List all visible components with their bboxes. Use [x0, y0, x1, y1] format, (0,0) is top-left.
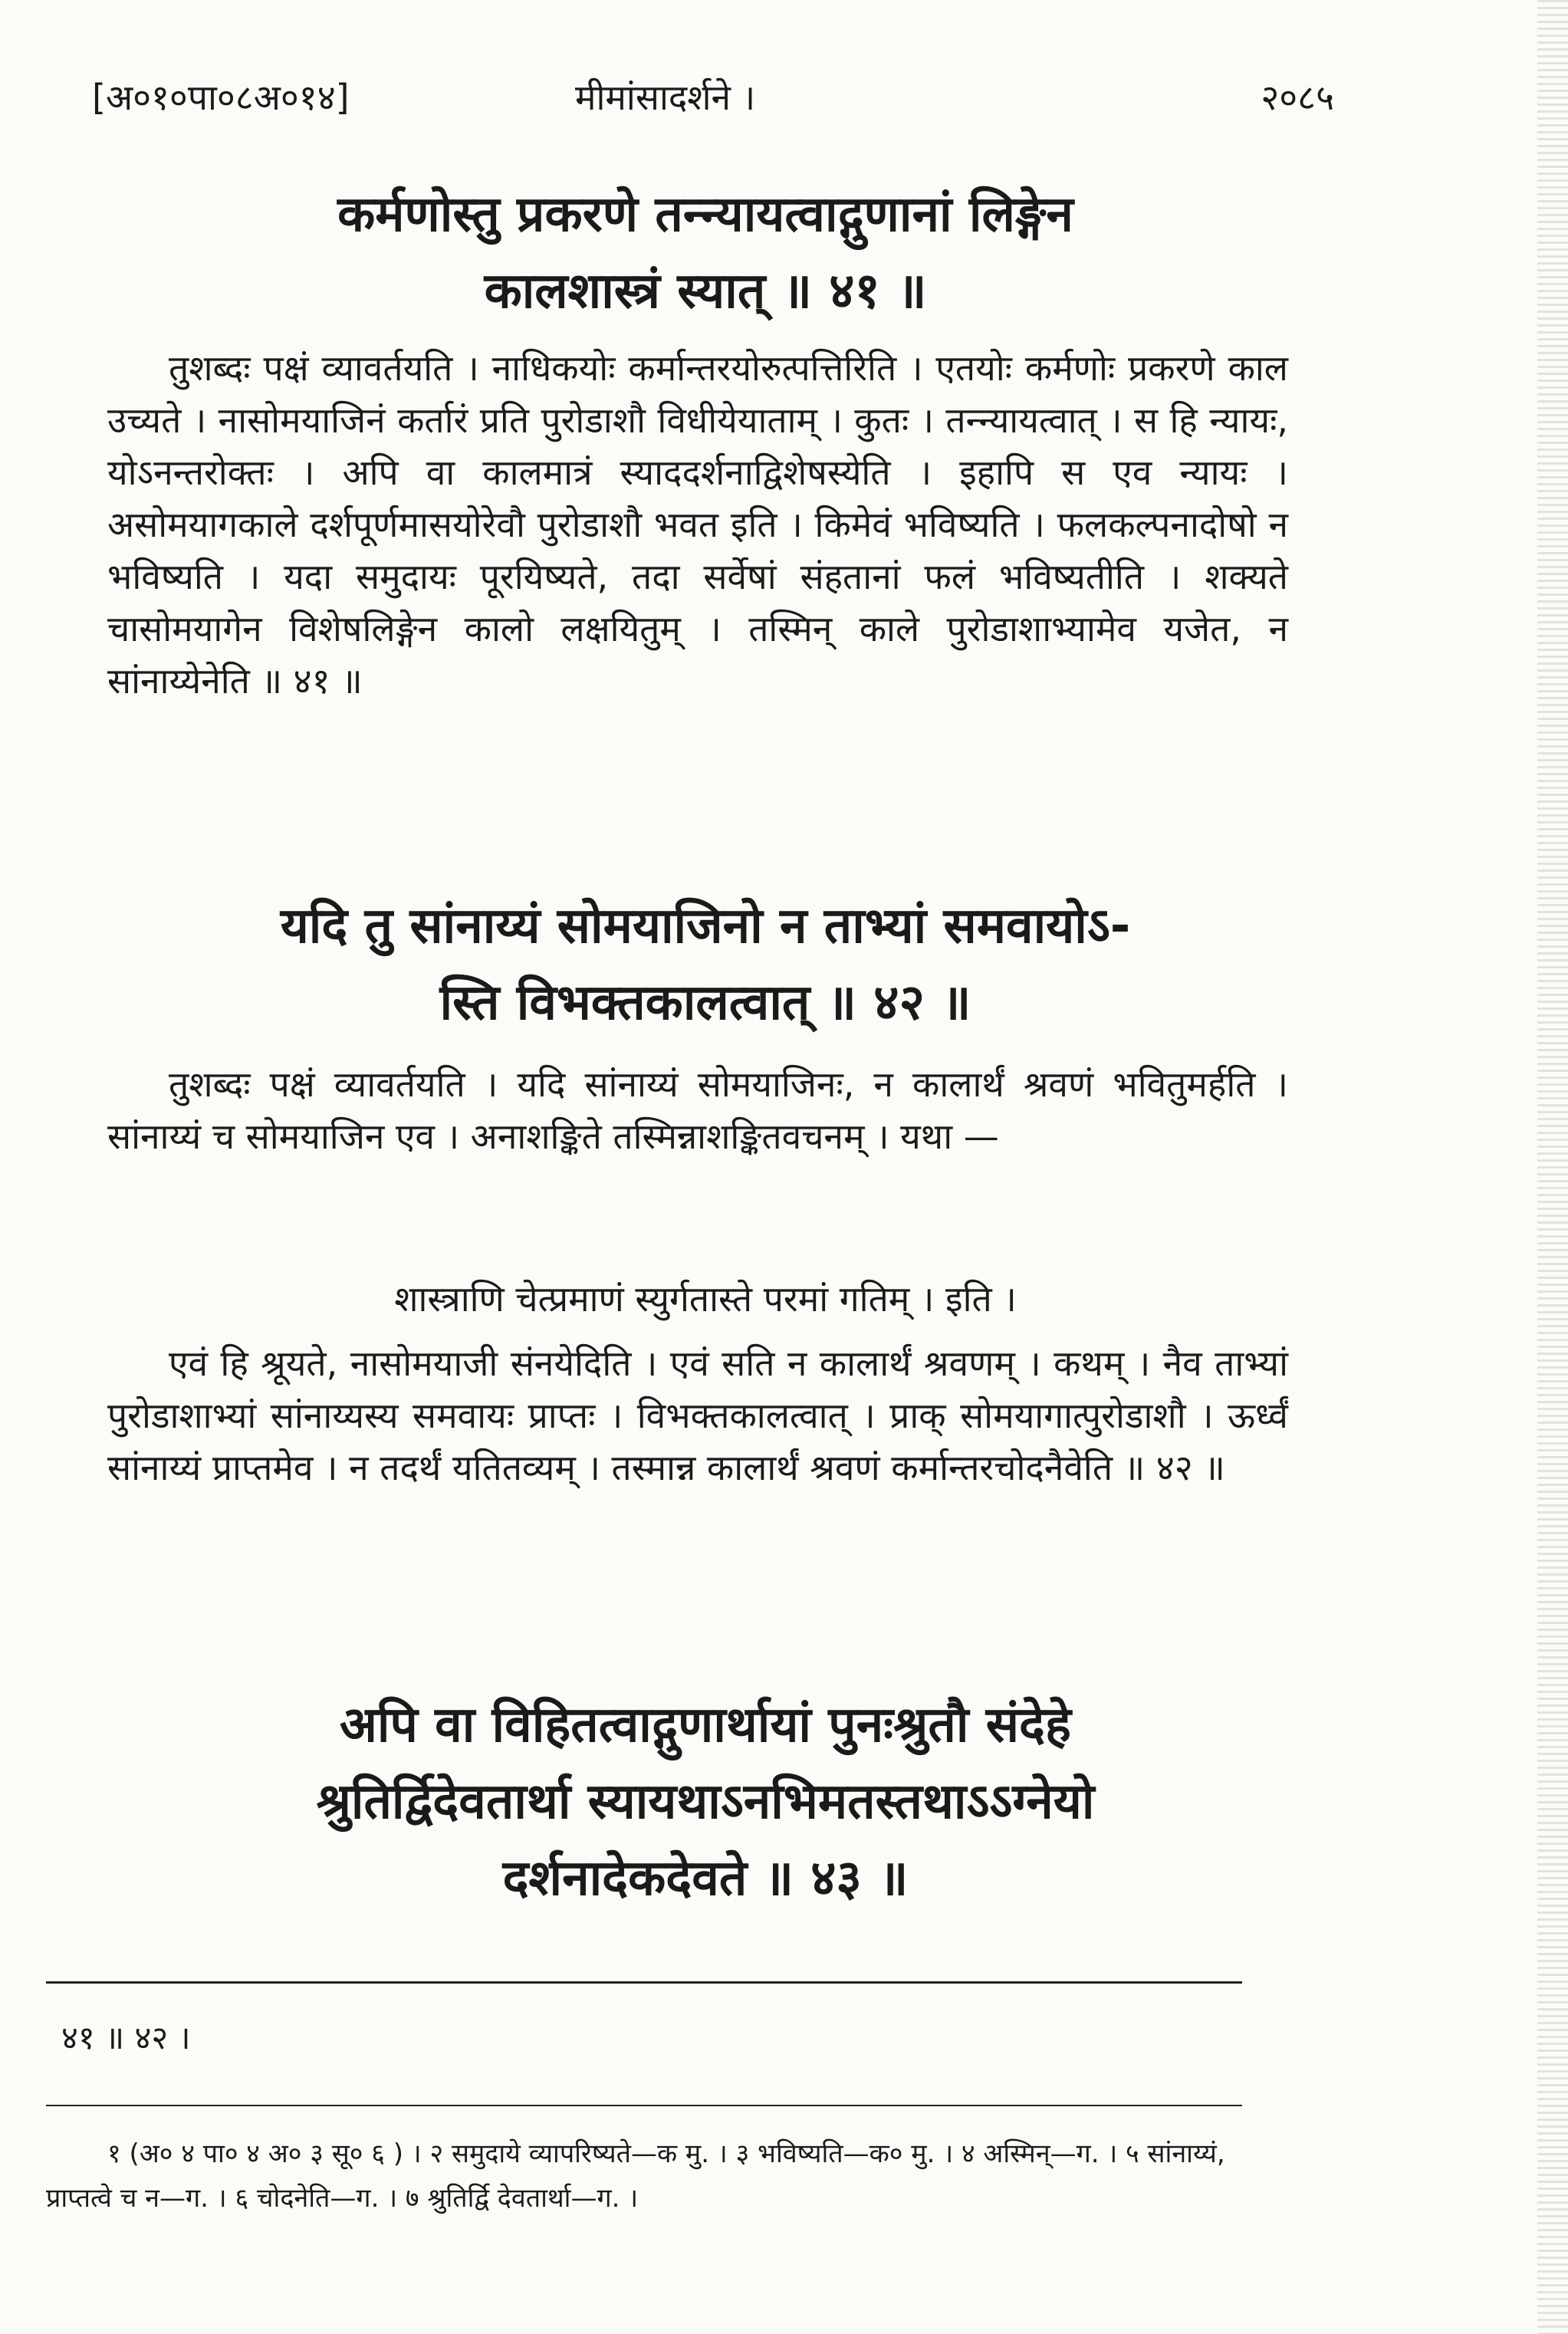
commentary-42-text-1: तुशब्दः पक्षं व्यावर्तयति । यदि सांनाय्यं सोमयाजिनः, न कालार्थं श्रवणं भवितुमर्हति । सांनाय्यं च सोमयाजिन एव । अनाशङ्किते तस्मिन्नाशङ्कितवचनम् । यथा — — [107, 1063, 1288, 1157]
divider-top — [46, 1981, 1242, 1984]
commentary-42-text-2: एवं हि श्रूयते, नासोमयाजी संनयेदिति । एवं सति न कालार्थं श्रवणम् । कथम् । नैव ताभ्यां पुरोडाशाभ्यां सांनाय्यस्य समवायः प्राप्तः । विभक्तकालत्वात् । प्राक् सोमयागात्पुरोडाशौ । ऊर्ध्वं सांनाय्यं प्राप्तमेव । न तदर्थं यतितव्यम् । तस्मान्न कालार्थं श्रवणं कर्मान्तरचोदनैवेति ॥ ४२ ॥ — [107, 1343, 1288, 1488]
sutra-43-line-1: अपि वा विहितत्वाद्गुणार्थायां पुनःश्रुतौ संदेहे — [340, 1697, 1071, 1754]
sutra-41-line-1: कर्मणोस्तु प्रकरणे तन्न्यायत्वाद्गुणानां लिङ्गेन — [337, 186, 1073, 243]
page-edge-scan-artifact — [1537, 0, 1568, 2334]
sutra-42-line-1: यदि तु सांनाय्यं सोमयाजिनो न ताभ्यां समवायोऽ- — [280, 898, 1131, 955]
sutra-43-line-2: श्रुतिर्द्विदेवतार्था स्यायथाऽनभिमतस्तथाऽऽग्नेयो — [316, 1774, 1095, 1830]
quoted-verse: शास्त्राणि चेत्प्रमाणं स्युर्गतास्ते परमां गतिम् । इति । — [394, 1278, 1017, 1320]
sutra-42-line-2: स्ति विभक्तकालत्वात् ॥ ४२ ॥ — [439, 975, 971, 1031]
running-title: मीमांसादर्शने । — [575, 77, 756, 118]
sutra-43 — [92, 1687, 1319, 1917]
sutra-43-line-3: दर्शनादेकदेवते ॥ ४३ ॥ — [502, 1850, 909, 1907]
commentary-42-part-2 — [107, 1337, 1288, 1494]
cross-references: ४१ ॥ ४२ । — [61, 2019, 191, 2056]
divider-footnotes — [46, 2105, 1242, 2106]
sutra-42 — [92, 888, 1319, 1041]
page-header — [92, 63, 1334, 132]
sutra-41-line-2: कालशास्त्रं स्यात् ॥ ४१ ॥ — [484, 263, 927, 320]
page-number: २०८५ — [1261, 77, 1334, 118]
commentary-42-part-1 — [107, 1058, 1288, 1162]
footnotes — [46, 2132, 1242, 2221]
section-reference: [अ०१०पा०८अ०१४] — [92, 77, 350, 118]
commentary-41 — [107, 342, 1288, 707]
sutra-41 — [92, 176, 1319, 330]
footnotes-text: १ (अ० ४ पा० ४ अ० ३ सू० ६ ) । २ समुदाये व्यापरिष्यते—क मु. । ३ भविष्यति—क० मु. । ४ अस्मिन्—ग. । ५ सांनाय्यं, प्राप्तत्वे च न—ग. । ६ चोदनेति—ग. । ७ श्रुतिर्द्वि देवतार्था—ग. । — [46, 2138, 1225, 2214]
commentary-41-text: तुशब्दः पक्षं व्यावर्तयति । नाधिकयोः कर्मान्तरयोरुत्पत्तिरिति । एतयोः कर्मणोः प्रकरणे काल उच्यते । नासोमयाजिनं कर्तारं प्रति पुरोडाशौ विधीयेयाताम् । कुतः । तन्न्यायत्वात् । स हि न्यायः, योऽनन्तरोक्तः । अपि वा कालमात्रं स्याददर्शनाद्विशेषस्येति । इहापि स एव न्यायः । असोमयागकाले दर्शपूर्णमासयोरेवौ पुरोडाशौ भवत इति । किमेवं भविष्यति । फलकल्पनादोषो न भविष्यति । यदा समुदायः पूरयिष्यते, तदा सर्वेषां संहतानां फलं भविष्यतीति । शक्यते चासोमयागेन विशेषलिङ्गेन कालो लक्षयितुम् । तस्मिन् काले पुरोडाशाभ्यामेव यजेत, न सांनाय्येनेति ॥ ४१ ॥ — [107, 347, 1288, 702]
